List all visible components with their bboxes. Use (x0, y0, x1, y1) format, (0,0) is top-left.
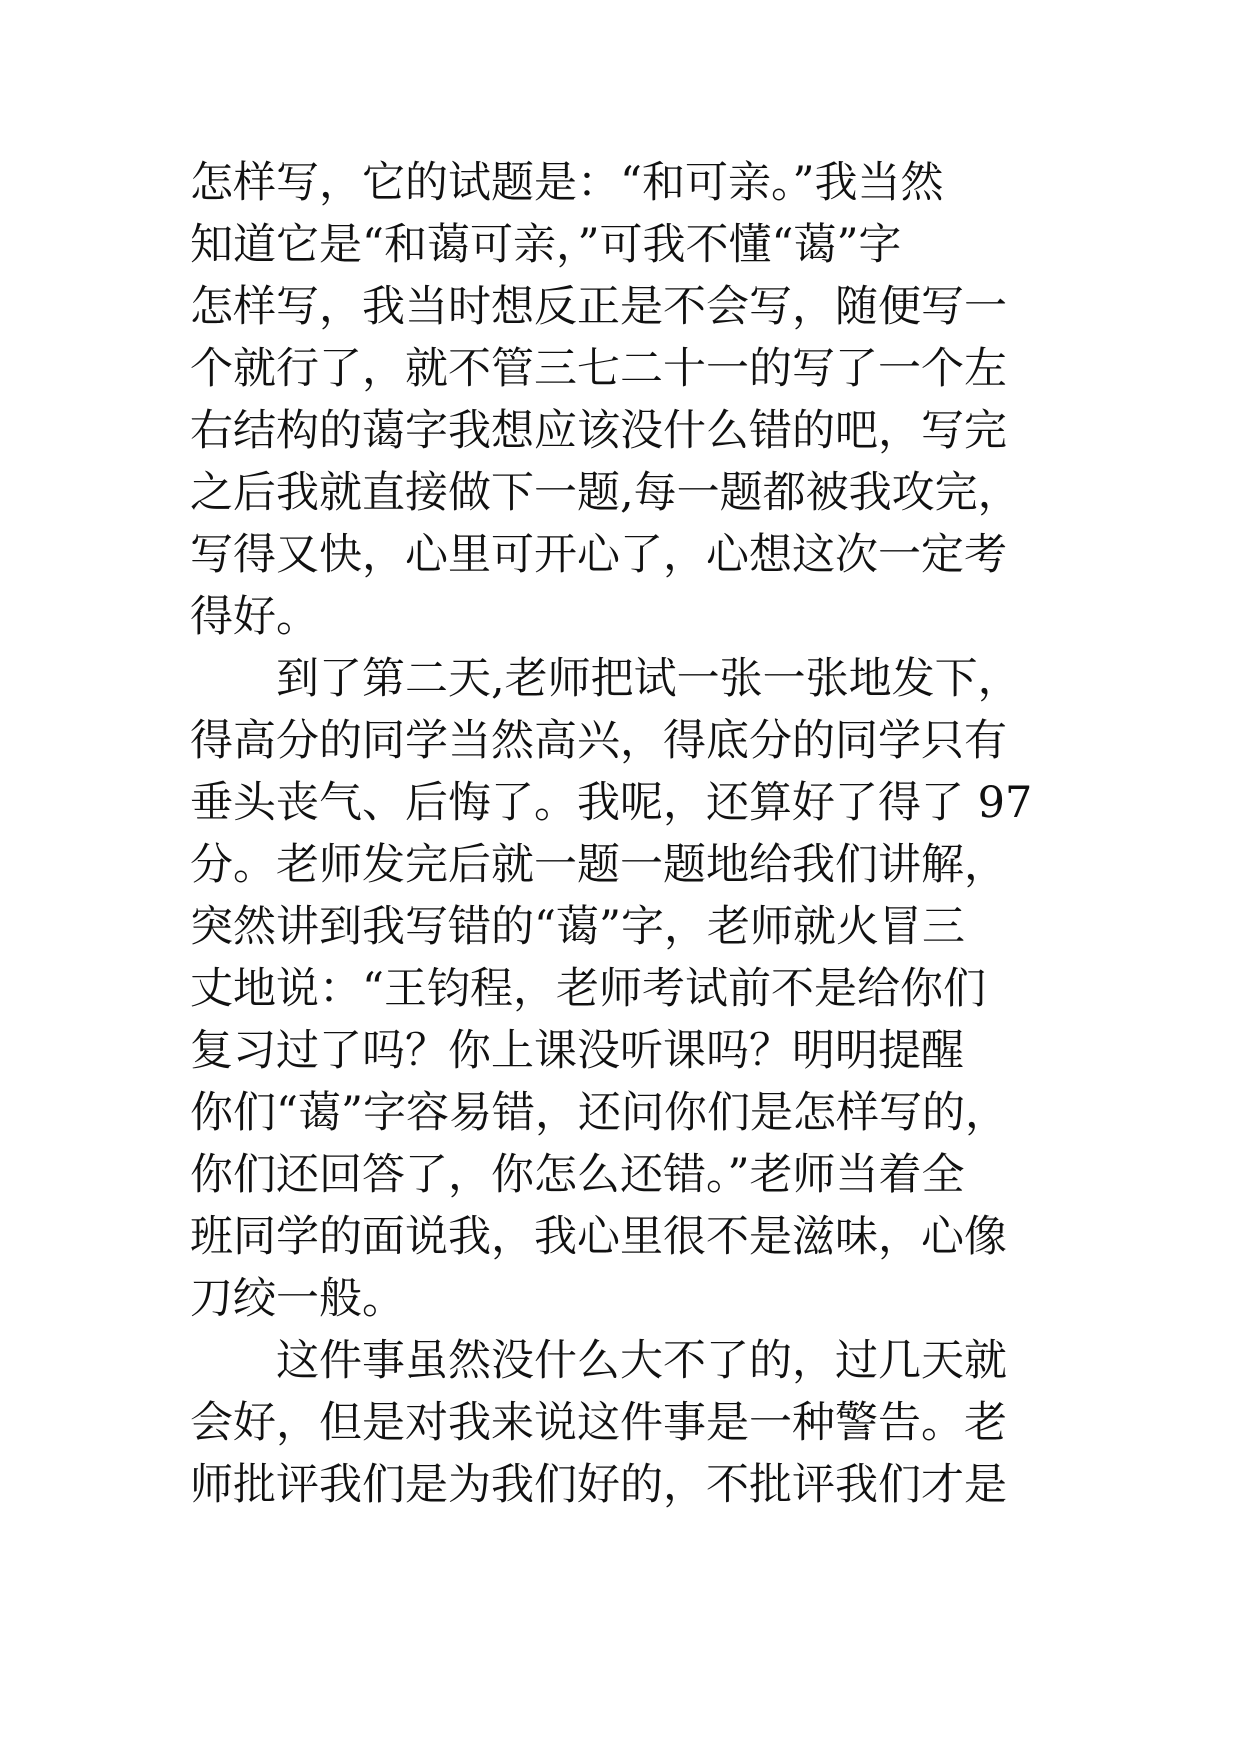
text-line: 这件事虽然没什么大不了的，过几天就 (276, 1336, 1007, 1386)
text-line: 得好。 (190, 592, 319, 642)
text-line: 分。老师发完后就一题一题地给我们讲解， (190, 840, 1007, 890)
text-line: 丈地说：“王钧程，老师考试前不是给你们 (190, 964, 986, 1014)
text-line: 怎样写，我当时想反正是不会写，随便写一 (190, 282, 1007, 332)
text-line: 复习过了吗？你上课没听课吗？明明提醒 (190, 1026, 964, 1076)
text-line: 怎样写，它的试题是：“和可亲。”我当然 (190, 158, 944, 208)
text-line: 你们“蔼”字容易错，还问你们是怎样写的， (190, 1088, 1008, 1138)
paragraph-1 (190, 152, 1090, 648)
text-line: 之后我就直接做下一题,每一题都被我攻完， (190, 468, 1021, 518)
text-line: 到了第二天,老师把试一张一张地发下， (276, 654, 1021, 704)
paragraph-2 (190, 648, 1090, 1330)
text-line: 右结构的蔼字我想应该没什么错的吧，写完 (190, 406, 1007, 456)
text-line: 刀绞一般。 (190, 1274, 405, 1324)
text-line: 垂头丧气、后悔了。我呢，还算好了得了 97 (190, 778, 1033, 828)
text-line: 写得又快，心里可开心了，心想这次一定考 (190, 530, 1007, 580)
text-line: 得高分的同学当然高兴，得底分的同学只有 (190, 716, 1007, 766)
text-line: 你们还回答了，你怎么还错。”老师当着全 (190, 1150, 965, 1200)
text-line: 知道它是“和蔼可亲，”可我不懂“蔼”字 (190, 220, 902, 270)
paragraph-3 (190, 1330, 1090, 1516)
text-line: 会好，但是对我来说这件事是一种警告。老 (190, 1398, 1007, 1448)
text-line: 师批评我们是为我们好的，不批评我们才是 (190, 1460, 1007, 1510)
text-line: 个就行了，就不管三七二十一的写了一个左 (190, 344, 1007, 394)
text-line: 突然讲到我写错的“蔼”字，老师就火冒三 (190, 902, 965, 952)
text-line: 班同学的面说我，我心里很不是滋味，心像 (190, 1212, 1007, 1262)
document-body (190, 152, 1090, 1516)
